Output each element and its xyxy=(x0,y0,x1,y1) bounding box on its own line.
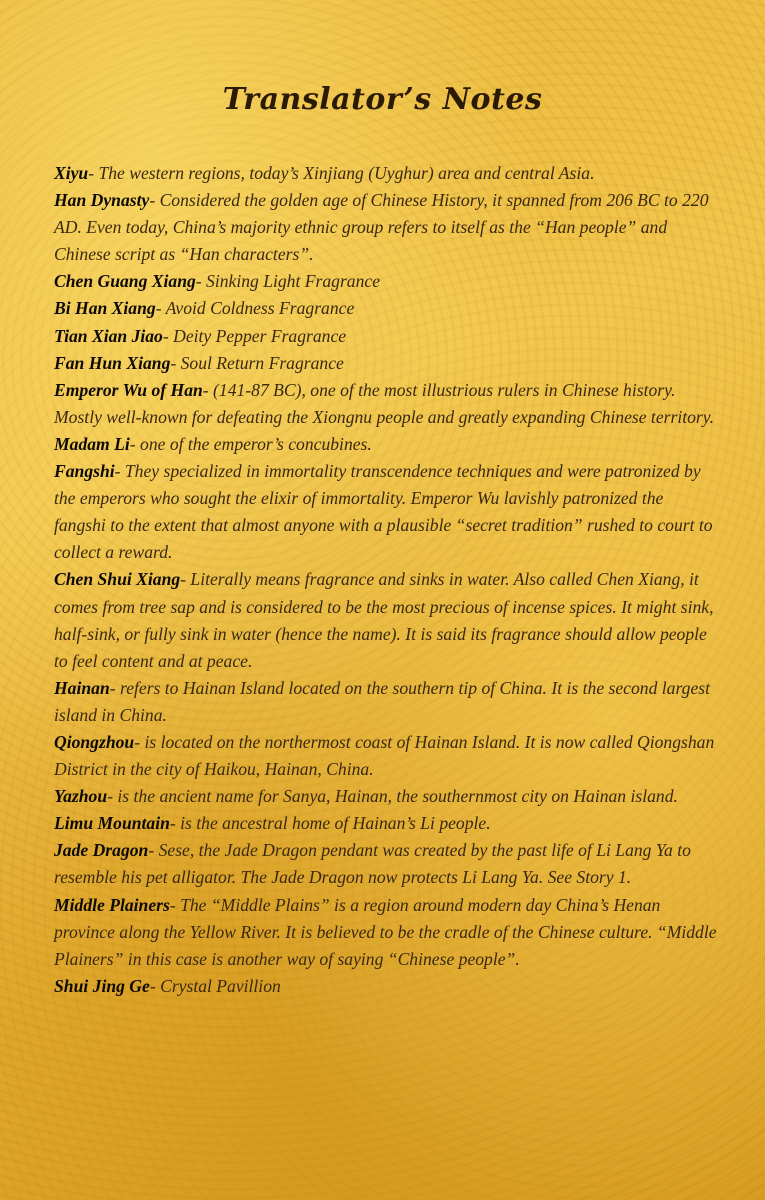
glossary-term: Shui Jing Ge xyxy=(54,975,150,996)
glossary-term: Xiyu xyxy=(54,163,89,183)
glossary-term: Han Dynasty xyxy=(54,190,150,211)
glossary-definition: - refers to Hainan Island located on the southern tip of China. It is the second largest island in China. xyxy=(54,677,710,725)
glossary-definition: - Literally means fragrance and sinks in water. Also called Chen Xiang, it comes from tree sap and is considered to be the most precious of incense spices. It might sink, half-sink, or fully sink in water (hence the name). It is said its fragrance should allow people to feel content and at peace. xyxy=(54,569,714,671)
glossary-entry xyxy=(54,187,719,268)
glossary-definition: - is the ancient name for Sanya, Hainan, the southernmost city on Hainan island. xyxy=(107,786,678,807)
glossary-term: Chen Shui Xiang xyxy=(54,569,181,590)
glossary-term: Fangshi xyxy=(54,461,115,482)
glossary-definition: - Deity Pepper Fragrance xyxy=(162,325,347,346)
glossary-entry xyxy=(54,810,719,837)
glossary-entry xyxy=(54,458,719,566)
glossary-entry xyxy=(54,323,719,350)
glossary-definition: - Avoid Coldness Fragrance xyxy=(155,298,355,319)
glossary-term: Chen Guang Xiang xyxy=(54,271,196,292)
glossary-entry xyxy=(54,783,719,810)
glossary-definition: - is the ancestral home of Hainan’s Li people. xyxy=(169,813,491,834)
glossary-entry xyxy=(54,675,719,729)
glossary-term: Yazhou xyxy=(54,786,108,807)
glossary-entry xyxy=(54,350,719,377)
glossary-definition: - Soul Return Fragrance xyxy=(170,352,344,373)
glossary-entry xyxy=(54,566,719,674)
glossary-entry xyxy=(54,892,719,973)
glossary-entry xyxy=(54,431,719,458)
glossary-term: Fan Hun Xiang xyxy=(54,352,171,373)
glossary-definition: - one of the emperor’s concubines. xyxy=(129,433,372,454)
glossary-definition: - Sinking Light Fragrance xyxy=(195,271,381,292)
glossary-term: Middle Plainers xyxy=(54,894,170,915)
glossary-entry xyxy=(54,377,719,431)
glossary-term: Bi Han Xiang xyxy=(54,298,156,319)
glossary-term: Emperor Wu of Han xyxy=(54,379,203,400)
glossary-definition: - The “Middle Plains” is a region around modern day China’s Henan province along the Yellow River. It is believed to be the cradle of the Chinese culture. “Middle Plainers” in this case is another way of saying “Chinese people”. xyxy=(54,894,717,969)
glossary-definition: - Sese, the Jade Dragon pendant was created by the past life of Li Lang Ya to resemble his pet alligator. The Jade Dragon now protects Li Lang Ya. See Story 1. xyxy=(54,840,691,888)
glossary-list xyxy=(54,160,719,1000)
glossary-term: Madam Li xyxy=(54,433,130,454)
glossary-term: Tian Xian Jiao xyxy=(54,325,163,346)
glossary-definition: - (141-87 BC), one of the most illustrious rulers in Chinese history. Mostly well-known for defeating the Xiongnu people and greatly expanding Chinese territory. xyxy=(54,379,714,427)
glossary-term: Limu Mountain xyxy=(54,813,170,834)
glossary-entry xyxy=(54,729,719,783)
glossary-entry xyxy=(54,837,719,891)
page-title: Translator’s Notes xyxy=(222,82,543,117)
glossary-definition: - Crystal Pavillion xyxy=(149,975,281,996)
glossary-entry xyxy=(54,268,719,295)
glossary-entry xyxy=(54,295,719,322)
glossary-definition: - is located on the northermost coast of Hainan Island. It is now called Qiongshan District in the city of Haikou, Hainan, China. xyxy=(54,731,715,780)
glossary-entry xyxy=(54,973,719,1000)
glossary-definition: - The western regions, today’s Xinjiang (Uyghur) area and central Asia. xyxy=(88,163,595,183)
glossary-definition: - Considered the golden age of Chinese History, it spanned from 206 BC to 220 AD. Even today, China’s majority ethnic group refers to itself as the “Han people” and Chinese script as “Han characters”. xyxy=(54,190,709,265)
glossary-term: Jade Dragon xyxy=(54,840,149,861)
glossary-term: Qiongzhou xyxy=(54,731,135,752)
glossary-entry xyxy=(54,160,719,187)
glossary-term: Hainan xyxy=(54,677,110,698)
glossary-definition: - They specialized in immortality transcendence techniques and were patronized by the emperors who sought the elixir of immortality. Emperor Wu lavishly patronized the fangshi to the extent that almost anyone with a plausible “secret tradition” rushed to court to collect a reward. xyxy=(54,461,713,563)
